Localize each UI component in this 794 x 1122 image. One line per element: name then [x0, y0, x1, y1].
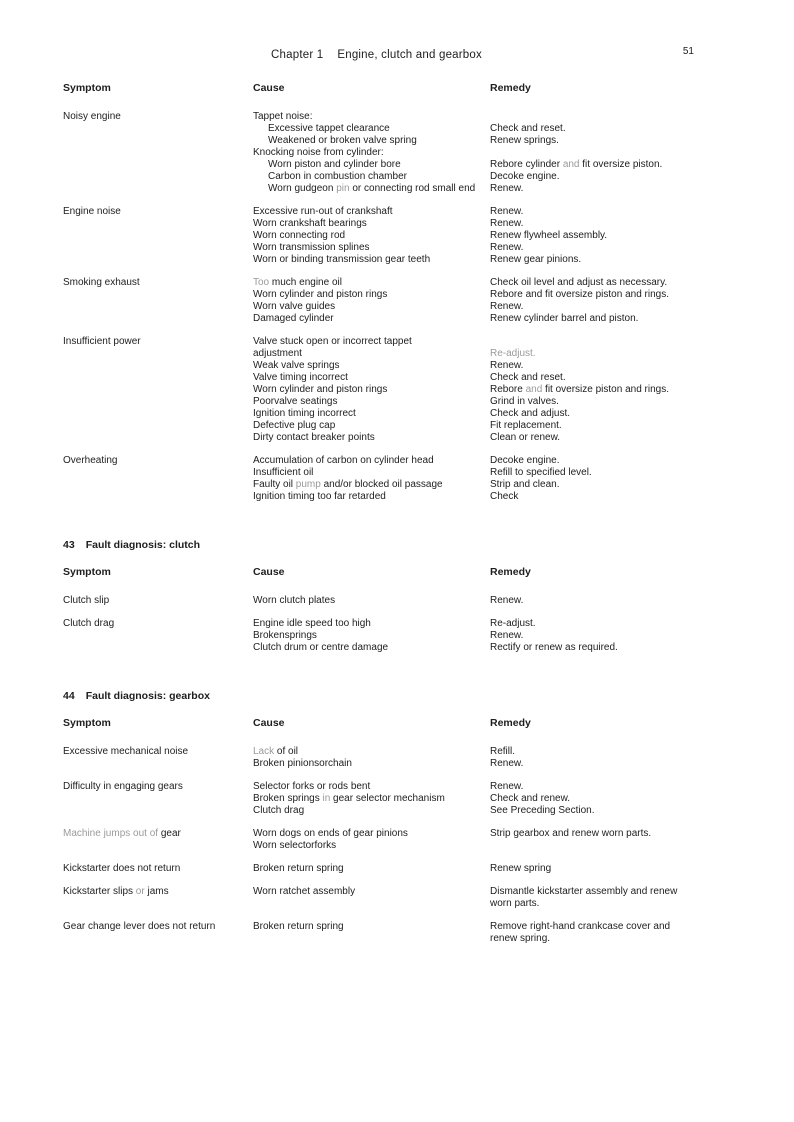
cause-cell: Valve stuck open or incorrect tappet: [253, 336, 412, 347]
section-number: 44: [63, 690, 75, 702]
cause-cell: Tappet noise:: [253, 111, 313, 122]
page-number: 51: [682, 46, 694, 57]
remedy-cell: Check: [490, 491, 519, 502]
cause-cell: Worn ratchet assembly: [253, 886, 356, 897]
cause-cell: Accumulation of carbon on cylinder head: [253, 455, 434, 466]
remedy-cell: [490, 147, 695, 159]
column-header-remedy: Remedy: [490, 566, 531, 578]
cause-cell: Lack of oil: [253, 746, 299, 757]
symptom-cell: [63, 313, 253, 325]
symptom-group: [63, 886, 740, 910]
cause-cell: Worn clutch plates: [253, 595, 336, 606]
remedy-cell: Re-adjust.: [490, 618, 536, 629]
symptom-cell: [63, 123, 253, 135]
remedy-cell: Rectify or renew as required.: [490, 642, 618, 653]
symptom-group: [63, 206, 740, 266]
symptom-cell: [63, 396, 253, 408]
symptom-cell: Overheating: [63, 455, 118, 466]
cause-cell: Worn piston and cylinder bore: [268, 159, 401, 170]
symptom-cell: [63, 135, 253, 147]
symptom-cell: Machine jumps out of gear: [63, 828, 181, 839]
symptom-cell: [63, 479, 253, 491]
remedy-cell: [490, 336, 695, 348]
remedy-cell: Renew.: [490, 781, 524, 792]
symptom-cell: [63, 230, 253, 242]
remedy-cell: Check oil level and adjust as necessary.: [490, 277, 668, 288]
symptom-cell: [63, 147, 253, 159]
cause-cell: Selector forks or rods bent: [253, 781, 371, 792]
column-headers: [63, 82, 740, 94]
cause-cell: Too much engine oil: [253, 277, 342, 288]
remedy-cell: Refill.: [490, 746, 516, 757]
cause-cell: Worn connecting rod: [253, 230, 346, 241]
remedy-cell: Rebore and fit oversize piston and rings.: [490, 289, 669, 300]
section-number: 43: [63, 539, 75, 551]
symptom-cell: [63, 420, 253, 432]
remedy-cell: Renew.: [490, 758, 524, 769]
cause-cell: Broken pinionsorchain: [253, 758, 352, 769]
cause-cell: Worn cylinder and piston rings: [253, 289, 388, 300]
remedy-cell: Rebore cylinder and fit oversize piston.: [490, 159, 663, 170]
cause-cell: Knocking noise from cylinder:: [253, 147, 384, 158]
symptom-cell: Difficulty in engaging gears: [63, 781, 183, 792]
symptom-cell: [63, 171, 253, 183]
remedy-cell: Refill to specified level.: [490, 467, 592, 478]
symptom-group: [63, 618, 740, 654]
symptom-cell: [63, 630, 253, 642]
section-title: Fault diagnosis: gearbox: [85, 690, 210, 702]
section-title: Fault diagnosis: clutch: [85, 539, 201, 551]
remedy-cell: Renew.: [490, 360, 524, 371]
remedy-cell: Renew gear pinions.: [490, 254, 582, 265]
symptom-cell: [63, 840, 253, 852]
column-header-remedy: Remedy: [490, 717, 531, 729]
symptom-cell: [63, 289, 253, 301]
remedy-cell: Renew cylinder barrel and piston.: [490, 313, 639, 324]
cause-cell: Excessive run-out of crankshaft: [253, 206, 393, 217]
symptom-cell: [63, 348, 253, 360]
cause-cell: Worn cylinder and piston rings: [253, 384, 388, 395]
cause-cell: Damaged cylinder: [253, 313, 334, 324]
section-heading: [63, 539, 740, 551]
symptom-cell: [63, 408, 253, 420]
fault-section: [63, 82, 740, 503]
symptom-group: [63, 746, 740, 770]
symptom-cell: [63, 467, 253, 479]
cause-cell: Weak valve springs: [253, 360, 340, 371]
cause-cell: Broken springs in gear selector mechanism: [253, 793, 445, 804]
cause-cell: Worn valve guides: [253, 301, 336, 312]
symptom-cell: [63, 372, 253, 384]
section-heading: [63, 690, 740, 702]
remedy-cell: Clean or renew.: [490, 432, 561, 443]
symptom-cell: [63, 254, 253, 266]
cause-cell: Engine idle speed too high: [253, 618, 371, 629]
symptom-group: [63, 921, 740, 945]
symptom-cell: [63, 793, 253, 805]
symptom-group: [63, 863, 740, 875]
column-header-cause: Cause: [253, 82, 285, 94]
page-header: [63, 48, 740, 62]
symptom-cell: Smoking exhaust: [63, 277, 140, 288]
cause-cell: Poorvalve seatings: [253, 396, 338, 407]
symptom-cell: Kickstarter slips or jams: [63, 886, 169, 897]
remedy-cell: Decoke engine.: [490, 171, 560, 182]
symptom-cell: Kickstarter does not return: [63, 863, 181, 874]
chapter-title: [63, 48, 740, 62]
symptom-cell: [63, 642, 253, 654]
cause-cell: Broken return spring: [253, 921, 344, 932]
symptom-cell: Gear change lever does not return: [63, 921, 216, 932]
cause-cell: Insufficient oil: [253, 467, 314, 478]
fault-section: [63, 690, 740, 945]
symptom-cell: [63, 183, 253, 195]
fault-diagnosis-tables: [63, 82, 740, 945]
symptom-cell: [63, 242, 253, 254]
remedy-cell: Check and renew.: [490, 793, 571, 804]
symptom-cell: Engine noise: [63, 206, 121, 217]
remedy-cell: Fit replacement.: [490, 420, 562, 431]
cause-cell: Defective plug cap: [253, 420, 336, 431]
cause-cell: Broken return spring: [253, 863, 344, 874]
column-headers: [63, 566, 740, 578]
symptom-cell: [63, 159, 253, 171]
fault-section: [63, 539, 740, 654]
remedy-cell: Renew.: [490, 206, 524, 217]
remedy-cell: Renew springs.: [490, 135, 559, 146]
cause-cell: Worn selectorforks: [253, 840, 337, 851]
remedy-cell: [490, 111, 695, 123]
cause-cell: Worn or binding transmission gear teeth: [253, 254, 431, 265]
symptom-group: [63, 277, 740, 325]
column-header-symptom: Symptom: [63, 717, 111, 729]
cause-cell: Weakened or broken valve spring: [268, 135, 417, 146]
symptom-cell: [63, 218, 253, 230]
cause-cell: Valve timing incorrect: [253, 372, 348, 383]
cause-cell: adjustment: [253, 348, 302, 359]
remedy-cell: Renew spring: [490, 863, 552, 874]
cause-cell: Brokensprings: [253, 630, 317, 641]
cause-cell: Ignition timing incorrect: [253, 408, 356, 419]
cause-cell: Clutch drum or centre damage: [253, 642, 389, 653]
cause-cell: Carbon in combustion chamber: [268, 171, 407, 182]
column-header-cause: Cause: [253, 717, 285, 729]
cause-cell: Clutch drag: [253, 805, 305, 816]
symptom-cell: Insufficient power: [63, 336, 141, 347]
symptom-cell: Clutch slip: [63, 595, 110, 606]
cause-cell: Faulty oil pump and/or blocked oil passage: [253, 479, 443, 490]
cause-cell: Worn gudgeon pin or connecting rod small end: [268, 183, 476, 194]
column-header-symptom: Symptom: [63, 82, 111, 94]
symptom-group: [63, 828, 740, 852]
remedy-cell: Remove right-hand crankcase cover and renew spring.: [490, 921, 671, 944]
symptom-cell: [63, 805, 253, 817]
remedy-cell: Strip gearbox and renew worn parts.: [490, 828, 652, 839]
remedy-cell: Grind in valves.: [490, 396, 559, 407]
symptom-cell: Noisy engine: [63, 111, 121, 122]
cause-cell: Worn transmission splines: [253, 242, 370, 253]
remedy-cell: Re-adjust.: [490, 348, 536, 359]
symptom-cell: [63, 360, 253, 372]
symptom-group: [63, 336, 740, 444]
cause-cell: Dirty contact breaker points: [253, 432, 375, 443]
symptom-cell: Clutch drag: [63, 618, 115, 629]
remedy-cell: Dismantle kickstarter assembly and renew worn parts.: [490, 886, 678, 909]
column-header-symptom: Symptom: [63, 566, 111, 578]
symptom-group: [63, 455, 740, 503]
remedy-cell: See Preceding Section.: [490, 805, 595, 816]
remedy-cell: Check and adjust.: [490, 408, 571, 419]
remedy-cell: Check and reset.: [490, 123, 566, 134]
symptom-cell: [63, 758, 253, 770]
remedy-cell: Renew.: [490, 301, 524, 312]
remedy-cell: Strip and clean.: [490, 479, 560, 490]
chapter-title-text: Engine, clutch and gearbox: [337, 49, 482, 61]
column-header-remedy: Remedy: [490, 82, 531, 94]
cause-cell: Worn crankshaft bearings: [253, 218, 367, 229]
cause-cell: Ignition timing too far retarded: [253, 491, 386, 502]
remedy-cell: Renew.: [490, 595, 524, 606]
symptom-cell: [63, 491, 253, 503]
remedy-cell: Renew flywheel assembly.: [490, 230, 608, 241]
remedy-cell: Renew.: [490, 183, 524, 194]
remedy-cell: Renew.: [490, 242, 524, 253]
symptom-group: [63, 111, 740, 195]
chapter-label: Chapter 1: [271, 49, 324, 61]
cause-cell: Worn dogs on ends of gear pinions: [253, 828, 408, 839]
symptom-cell: [63, 384, 253, 396]
cause-cell: Excessive tappet clearance: [268, 123, 390, 134]
symptom-group: [63, 595, 740, 607]
remedy-cell: [490, 840, 695, 852]
symptom-cell: [63, 301, 253, 313]
column-headers: [63, 717, 740, 729]
remedy-cell: Check and reset.: [490, 372, 566, 383]
remedy-cell: Decoke engine.: [490, 455, 560, 466]
remedy-cell: Renew.: [490, 630, 524, 641]
remedy-cell: Rebore and fit oversize piston and rings.: [490, 384, 669, 395]
column-header-cause: Cause: [253, 566, 285, 578]
remedy-cell: Renew.: [490, 218, 524, 229]
symptom-cell: [63, 432, 253, 444]
symptom-cell: Excessive mechanical noise: [63, 746, 189, 757]
symptom-group: [63, 781, 740, 817]
